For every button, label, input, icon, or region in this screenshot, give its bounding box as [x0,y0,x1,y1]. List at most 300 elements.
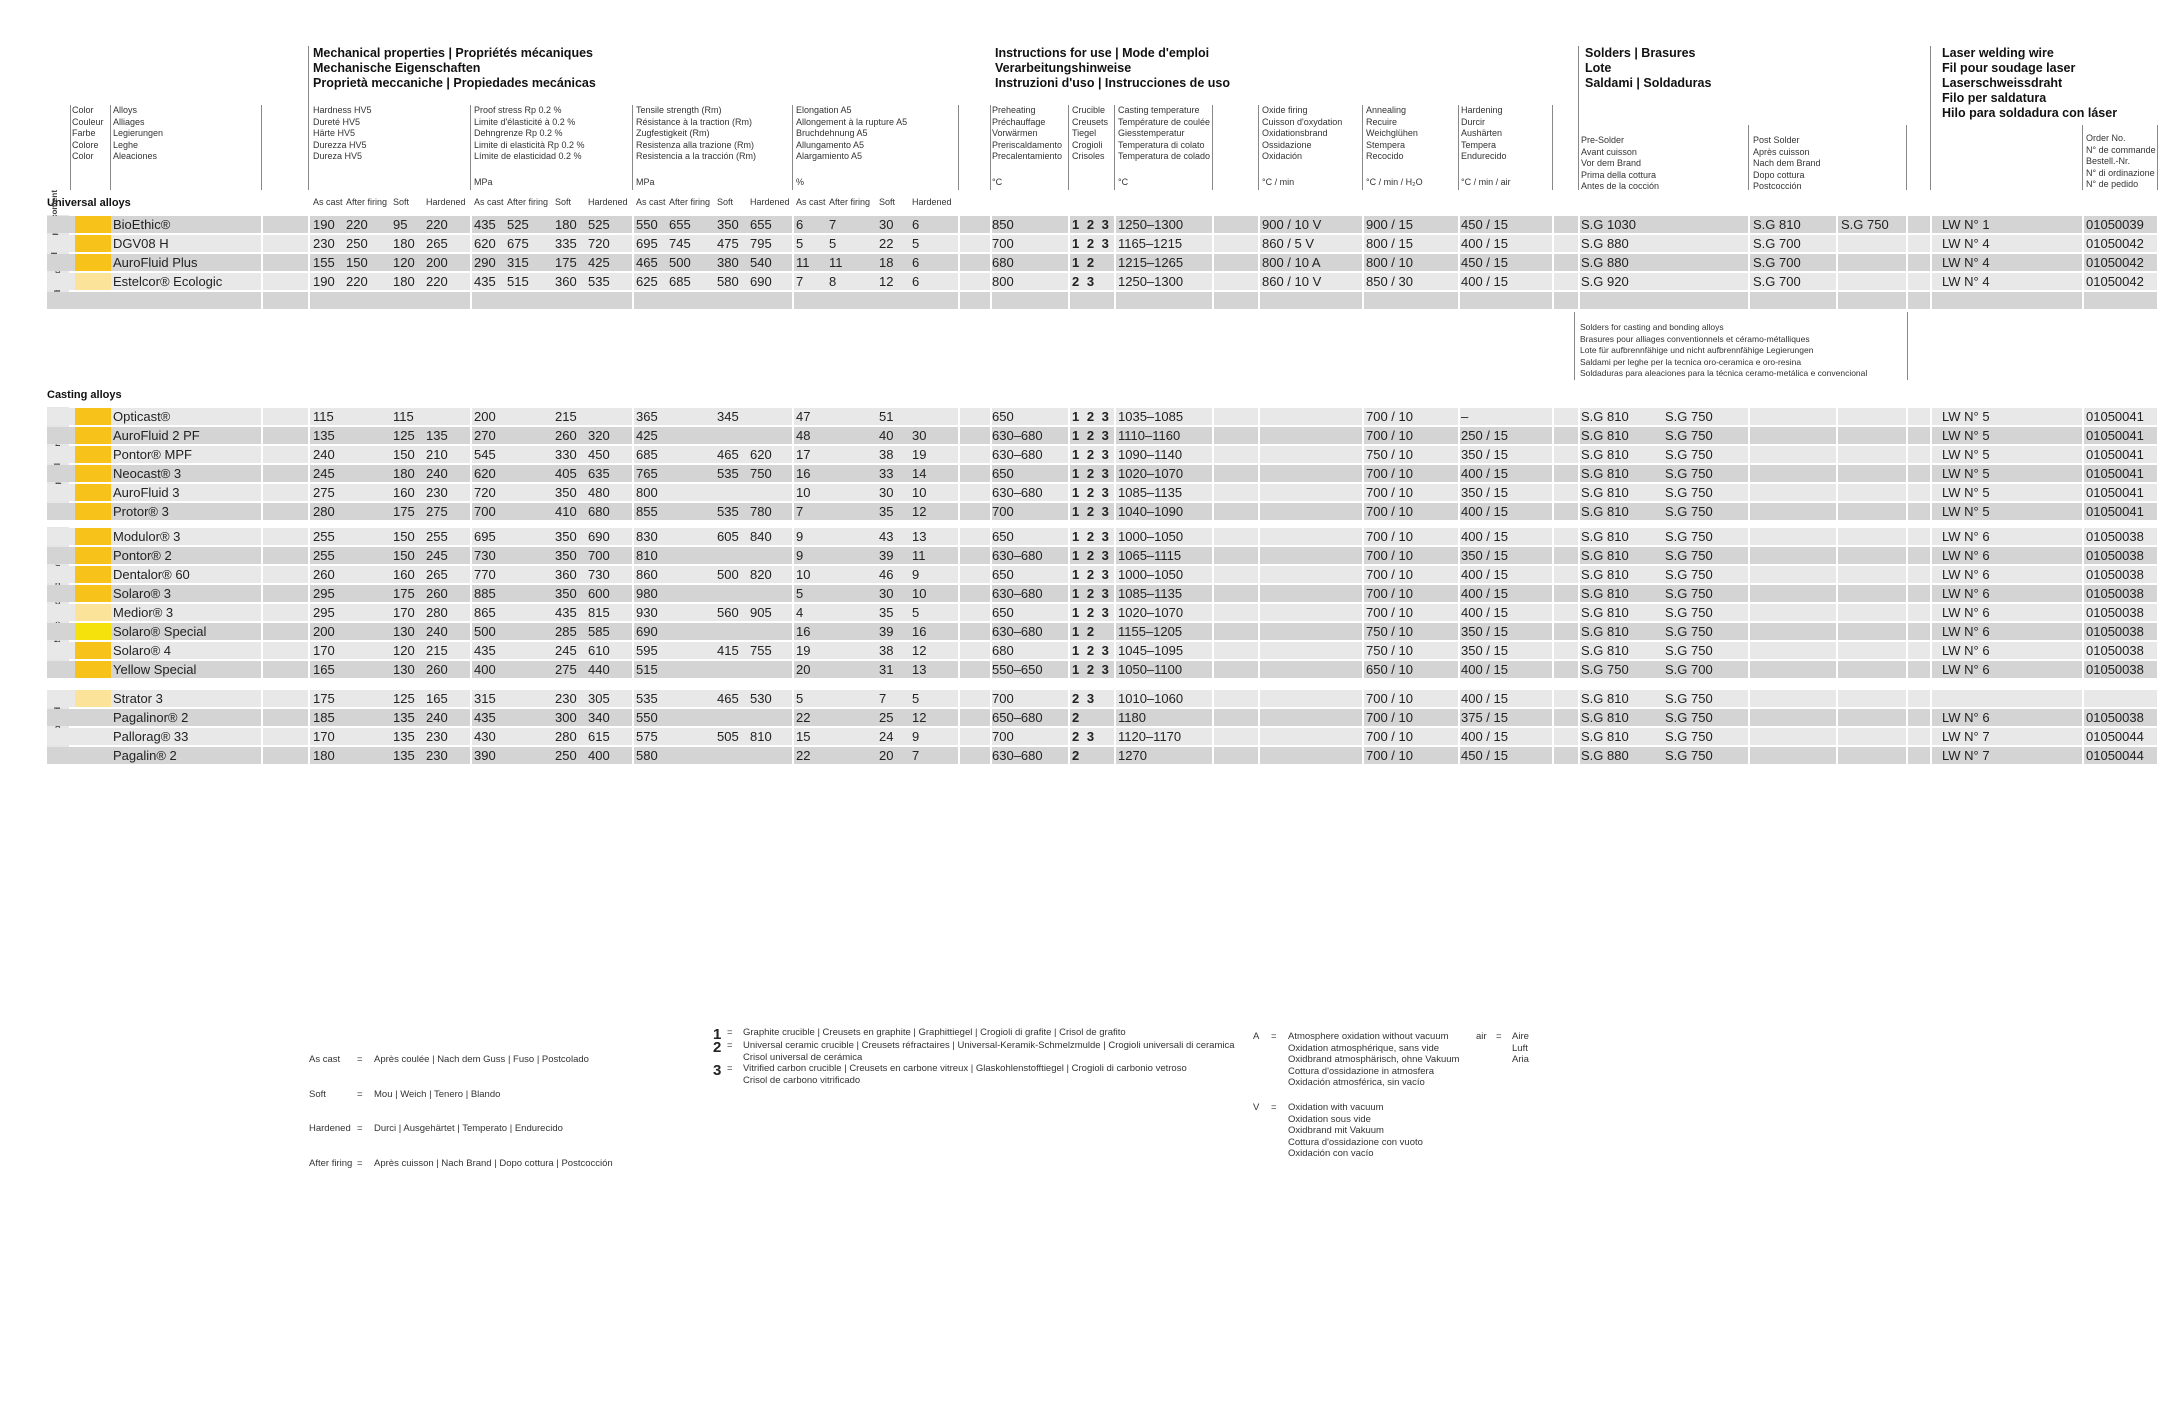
section-universal: Universal alloys [47,197,131,209]
cell-divider [1258,585,1260,602]
cell-divider [261,528,263,545]
solder-note [1580,322,1867,380]
cell-divider [1578,623,1580,640]
value-cell: 540 [750,255,772,270]
cell-divider [1068,661,1070,678]
header-rule [1068,105,1069,190]
cell-divider [1906,254,1908,271]
value-cell: 700 [992,236,1014,251]
cell-divider [1930,690,1932,707]
alloy-name: Solaro® 4 [113,643,171,658]
value-cell: S.G 810 [1581,729,1629,744]
cell-divider [792,547,794,564]
cell-divider [1212,503,1214,520]
cell-divider [1258,728,1260,745]
cell-divider [1114,566,1116,583]
value-cell: 700 / 10 [1366,428,1413,443]
value-cell: 350 / 15 [1461,548,1508,563]
cell-divider [990,465,992,482]
alloy-name: AuroFluid Plus [113,255,198,270]
cell-divider [1212,642,1214,659]
value-cell: 7 [796,504,804,519]
cell-divider [1578,661,1580,678]
value-cell: 240 [426,624,448,639]
value-cell: 930 [636,605,658,620]
legend-eq-sign: = [727,1040,733,1051]
value-cell: 780 [750,504,772,519]
subheader-preheat [992,105,1062,163]
cell-divider [792,604,794,621]
cell-divider [1906,709,1908,726]
value-cell: 135 [393,710,415,725]
solders-header-line: Lote [1585,61,1612,75]
crucible-cell: 1 2 3 [1072,485,1111,500]
value-cell: 435 [474,710,496,725]
cell-divider [1114,709,1116,726]
cell-divider [1458,642,1460,659]
crucible-cell: 1 2 [1072,255,1097,270]
legend-a-key: A [1253,1031,1260,1042]
value-cell: 750 [750,466,772,481]
value-cell: 620 [474,236,496,251]
cell-divider [1458,661,1460,678]
legend-term: Hardened [309,1123,351,1134]
subheader-line: Crucible [1072,105,1106,115]
value-cell: 115 [393,409,414,424]
value-cell: 1250–1300 [1118,274,1184,289]
value-cell: 260 [426,586,448,601]
cell-divider [308,503,310,520]
value-cell: 5 [912,691,920,706]
alloy-name: Pontor® MPF [113,447,192,462]
value-cell: 655 [750,217,772,232]
subheader-line: Vor dem Brand [1581,158,1642,168]
legend-air-def: Aire Luft Aria [1512,1031,1529,1065]
value-cell: 630–680 [992,548,1043,563]
cell-divider [792,465,794,482]
value-cell: S.G 750 [1665,529,1713,544]
value-cell: 375 / 15 [1461,710,1508,725]
value-cell: LW N° 6 [1942,662,1990,677]
legend-defs [374,1031,613,1181]
cell-divider [792,216,794,233]
legend-eq-sign: = [357,1054,363,1065]
cell-divider [632,566,634,583]
table-row [47,728,2157,745]
cell-divider [1836,728,1838,745]
subheader-line: Durezza HV5 [313,139,367,150]
value-cell: 9 [912,729,920,744]
order-number: 01050038 [2086,586,2144,601]
cell-divider [1258,709,1260,726]
value-cell: 295 [313,586,335,601]
cell-divider [1212,604,1214,621]
color-swatch [75,528,111,545]
cell-divider [1552,427,1554,444]
value-cell: 47 [796,409,811,424]
alloy-name: Estelcor® Ecologic [113,274,223,289]
cell-divider [1258,273,1260,290]
cell-divider [1578,728,1580,745]
cell-divider [632,216,634,233]
subheader-line: Oxide firing [1262,105,1308,115]
subheader-line: Proof stress Rp 0.2 % [474,105,562,115]
mech-header [313,46,596,91]
value-cell: 200 [313,624,335,639]
value-cell: 700 [992,504,1014,519]
value-cell: 700 / 10 [1366,691,1413,706]
cell-divider [1748,642,1750,659]
value-cell: 800 / 10 [1366,255,1413,270]
value-cell: 305 [588,691,610,706]
cell-divider [632,292,634,309]
cell-divider [308,254,310,271]
value-cell: 11 [796,255,810,270]
value-cell: S.G 810 [1581,567,1629,582]
subheader-crucible [1072,105,1108,163]
cell-divider [470,235,472,252]
cell-divider [261,503,263,520]
value-cell: 175 [555,255,577,270]
table-row [47,484,2157,501]
cell-divider [632,465,634,482]
value-cell: 38 [879,643,894,658]
value-cell: 630–680 [992,624,1043,639]
cell-divider [1906,235,1908,252]
cell-divider [1748,566,1750,583]
order-number: 01050042 [2086,236,2144,251]
solder-note-line: Solders for casting and bonding alloys [1580,322,1724,332]
order-number: 01050041 [2086,409,2144,424]
cell-divider [1114,661,1116,678]
color-swatch [75,642,111,659]
cell-divider [632,642,634,659]
alloy-name: Dentalor® 60 [113,567,190,582]
cell-divider [470,566,472,583]
value-cell: 190 [313,217,335,232]
color-swatch [75,503,111,520]
cell-divider [990,747,992,764]
cell-divider [990,690,992,707]
subheader-line: Pre-Solder [1581,135,1625,145]
cell-divider [1362,292,1364,309]
cell-divider [632,484,634,501]
value-cell: 15 [796,729,811,744]
cell-divider [2082,709,2084,726]
value-cell: 46 [879,567,894,582]
cell-divider [1458,747,1460,764]
legend-eq-sign: = [727,1027,733,1038]
cell-divider [1362,503,1364,520]
cell-divider [470,216,472,233]
cell-divider [2082,484,2084,501]
value-cell: 175 [393,504,415,519]
color-swatch [75,661,111,678]
cell-divider [958,292,960,309]
table-row [47,661,2157,678]
cell-divider [990,528,992,545]
value-cell: 440 [588,662,610,677]
cell-divider [1114,273,1116,290]
cell-divider [261,566,263,583]
value-cell: 220 [346,274,368,289]
value-cell: 31 [879,662,894,677]
value-cell: LW N° 5 [1942,428,1990,443]
value-cell: 800 / 10 A [1262,255,1321,270]
cell-divider [1552,604,1554,621]
color-swatch [75,408,111,425]
value-cell: 680 [588,504,610,519]
cell-divider [1552,585,1554,602]
cell-divider [1552,484,1554,501]
legend-def: Durci | Ausgehärtet | Temperato | Endurecido [374,1123,563,1134]
cell-divider [1068,604,1070,621]
value-cell: 795 [750,236,772,251]
legend-def: Après coulée | Nach dem Guss | Fuso | Postcolado [374,1054,589,1065]
color-swatch [75,216,111,233]
value-cell: S.G 880 [1581,748,1629,763]
legend-def: Mou | Weich | Tenero | Blando [374,1088,501,1100]
table-row [47,528,2157,545]
cell-divider [1930,604,1932,621]
order-number: 01050041 [2086,504,2144,519]
cell-divider [261,604,263,621]
value-cell: S.G 920 [1581,274,1629,289]
cell-divider [308,484,310,501]
cell-divider [1930,528,1932,545]
value-cell: 165 [313,662,335,677]
cell-divider [632,604,634,621]
value-cell: 630–680 [992,485,1043,500]
cell-divider [1362,427,1364,444]
cell-divider [1114,292,1116,309]
value-cell: 1050–1100 [1118,662,1183,677]
value-cell: 245 [313,466,335,481]
subheader-line: Allongement à la rupture A5 [796,116,908,127]
value-cell: 600 [588,586,610,601]
cell-divider [470,528,472,545]
value-cell: 230 [555,691,577,706]
cell-divider [958,709,960,726]
value-cell: 230 [313,236,335,251]
subheader-line: Résistance à la traction (Rm) [636,116,753,127]
cell-divider [1212,585,1214,602]
column-label: Hardened [750,197,790,207]
value-cell: 350 / 15 [1461,485,1508,500]
subheader-line: Leghe [113,139,139,150]
cell-divider [1068,484,1070,501]
cell-divider [1114,446,1116,463]
alloy-name: DGV08 H [113,236,169,251]
cell-divider [1114,585,1116,602]
value-cell: 260 [313,567,335,582]
value-cell: S.G 700 [1753,255,1801,270]
section-casting: Casting alloys [47,389,122,401]
value-cell: 160 [393,567,415,582]
cell-divider [308,216,310,233]
cell-divider [1212,408,1214,425]
cell-divider [1458,427,1460,444]
color-swatch [75,604,111,621]
value-cell: 675 [507,236,529,251]
legend-term: Soft [309,1088,326,1100]
value-cell: S.G 750 [1665,710,1713,725]
cell-divider [261,728,263,745]
value-cell: LW N° 6 [1942,643,1990,658]
value-cell: 515 [507,274,529,289]
crucible-3-def: Vitrified carbon crucible | Creusets en carbone vitreux | Glaskohlenstofftiegel | Crogioli di carbonio vetroso Crisol de carbono vitrificado [743,1063,1187,1086]
color-swatch [75,690,111,707]
cell-divider [1748,547,1750,564]
cell-divider [2082,254,2084,271]
subheader-line: Oxidationsbrand [1262,128,1328,138]
crucible-cell: 2 3 [1072,729,1097,744]
value-cell: S.G 700 [1753,274,1801,289]
cell-divider [1552,408,1554,425]
cell-divider [1114,235,1116,252]
cell-divider [792,408,794,425]
value-cell: 695 [474,529,496,544]
cell-divider [261,427,263,444]
value-cell: 865 [474,605,496,620]
table-row [47,427,2157,444]
cell-divider [1930,484,1932,501]
crucible-1-def: Graphite crucible | Creusets en graphite | Graphittiegel | Crogioli di grafite | Crisol de grafito [743,1027,1126,1038]
subheader-line: Couleur [72,116,104,127]
cell-divider [958,604,960,621]
value-cell: 16 [796,466,811,481]
cell-divider [632,547,634,564]
value-cell: 260 [426,662,448,677]
subheader-line: Recuire [1366,116,1398,127]
cell-divider [261,747,263,764]
table-row [47,642,2157,659]
crucible-cell: 1 2 3 [1072,409,1111,424]
cell-divider [1068,528,1070,545]
cell-divider [1930,747,1932,764]
cell-divider [990,235,992,252]
value-cell: 11 [912,548,926,563]
cell-divider [1258,623,1260,640]
order-number: 01050038 [2086,624,2144,639]
cell-divider [632,709,634,726]
value-cell: 22 [796,748,811,763]
value-cell: 800 [636,485,658,500]
value-cell: 700 / 10 [1366,729,1413,744]
legend-eq-sign: = [357,1157,363,1169]
cell-divider [1212,528,1214,545]
color-swatch [75,427,111,444]
value-cell: LW N° 6 [1942,710,1990,725]
value-cell: 30 [912,428,927,443]
cell-divider [308,566,310,583]
value-cell: 700 [588,548,610,563]
crucible-cell: 1 2 3 [1072,447,1111,462]
value-cell: S.G 750 [1665,548,1713,563]
cell-divider [1458,235,1460,252]
cell-divider [1748,254,1750,271]
cell-divider [1068,642,1070,659]
cell-divider [1552,623,1554,640]
color-swatch [75,254,111,271]
value-cell: 19 [912,447,927,462]
value-cell: 350 [555,485,577,500]
table-row [47,235,2157,252]
cell-divider [1836,661,1838,678]
subheader-line: Límite de elasticidad 0.2 % [474,151,582,161]
subheader-order [2086,133,2156,191]
cell-divider [470,585,472,602]
cell-divider [990,446,992,463]
cell-divider [1114,623,1116,640]
value-cell: 425 [636,428,658,443]
subheader-line: Limite d'élasticité à 0.2 % [474,116,576,127]
cell-divider [990,292,992,309]
value-cell: 635 [588,466,610,481]
value-cell: 290 [474,255,496,270]
order-number: 01050038 [2086,548,2144,563]
value-cell: 1165–1215 [1118,236,1183,251]
unit-mpa: MPa [474,177,493,187]
cell-divider [308,709,310,726]
subheader-line: Allungamento A5 [796,139,865,150]
crucible-3-key: 3 [713,1062,722,1079]
value-cell: LW N° 6 [1942,548,1990,563]
mech-header-line: Proprietà meccaniche | Propiedades mecánicas [313,76,596,90]
header-rule [1906,125,1907,190]
value-cell: S.G 1030 [1581,217,1636,232]
subheader-line: Weichglühen [1366,128,1418,138]
subheader-line: Alloys [113,105,138,115]
cell-divider [1068,273,1070,290]
value-cell: 1215–1265 [1118,255,1184,270]
cell-divider [1748,690,1750,707]
value-cell: 16 [912,624,927,639]
cell-divider [308,547,310,564]
value-cell: 650 / 10 [1366,662,1413,677]
cell-divider [1930,292,1932,309]
value-cell: 690 [750,274,772,289]
cell-divider [1212,566,1214,583]
value-cell: 680 [992,255,1014,270]
subheader-line: Nach dem Brand [1753,158,1821,168]
value-cell: 615 [588,729,610,744]
cell-divider [2082,216,2084,233]
cell-divider [470,604,472,621]
cell-divider [1552,747,1554,764]
subheader-postsolder [1753,135,1821,193]
cell-divider [958,408,960,425]
cell-divider [1552,465,1554,482]
value-cell: S.G 880 [1581,236,1629,251]
value-cell: 160 [393,485,415,500]
cell-divider [1068,292,1070,309]
cell-divider [1114,216,1116,233]
cell-divider [1836,566,1838,583]
subheader-line: Dopo cottura [1753,169,1805,180]
header-rule [1258,105,1259,190]
value-cell: 33 [879,466,894,481]
cell-divider [1578,446,1580,463]
column-label: As cast [474,197,504,207]
value-cell: 700 / 10 [1366,586,1413,601]
cell-divider [1578,566,1580,583]
solder-note-line: Lote für aufbrennfähige und nicht aufbrennfähige Legierungen [1580,345,1814,355]
value-cell: 1250–1300 [1118,217,1184,232]
value-cell: LW N° 5 [1942,466,1990,481]
order-number: 01050041 [2086,428,2144,443]
cell-divider [2082,446,2084,463]
